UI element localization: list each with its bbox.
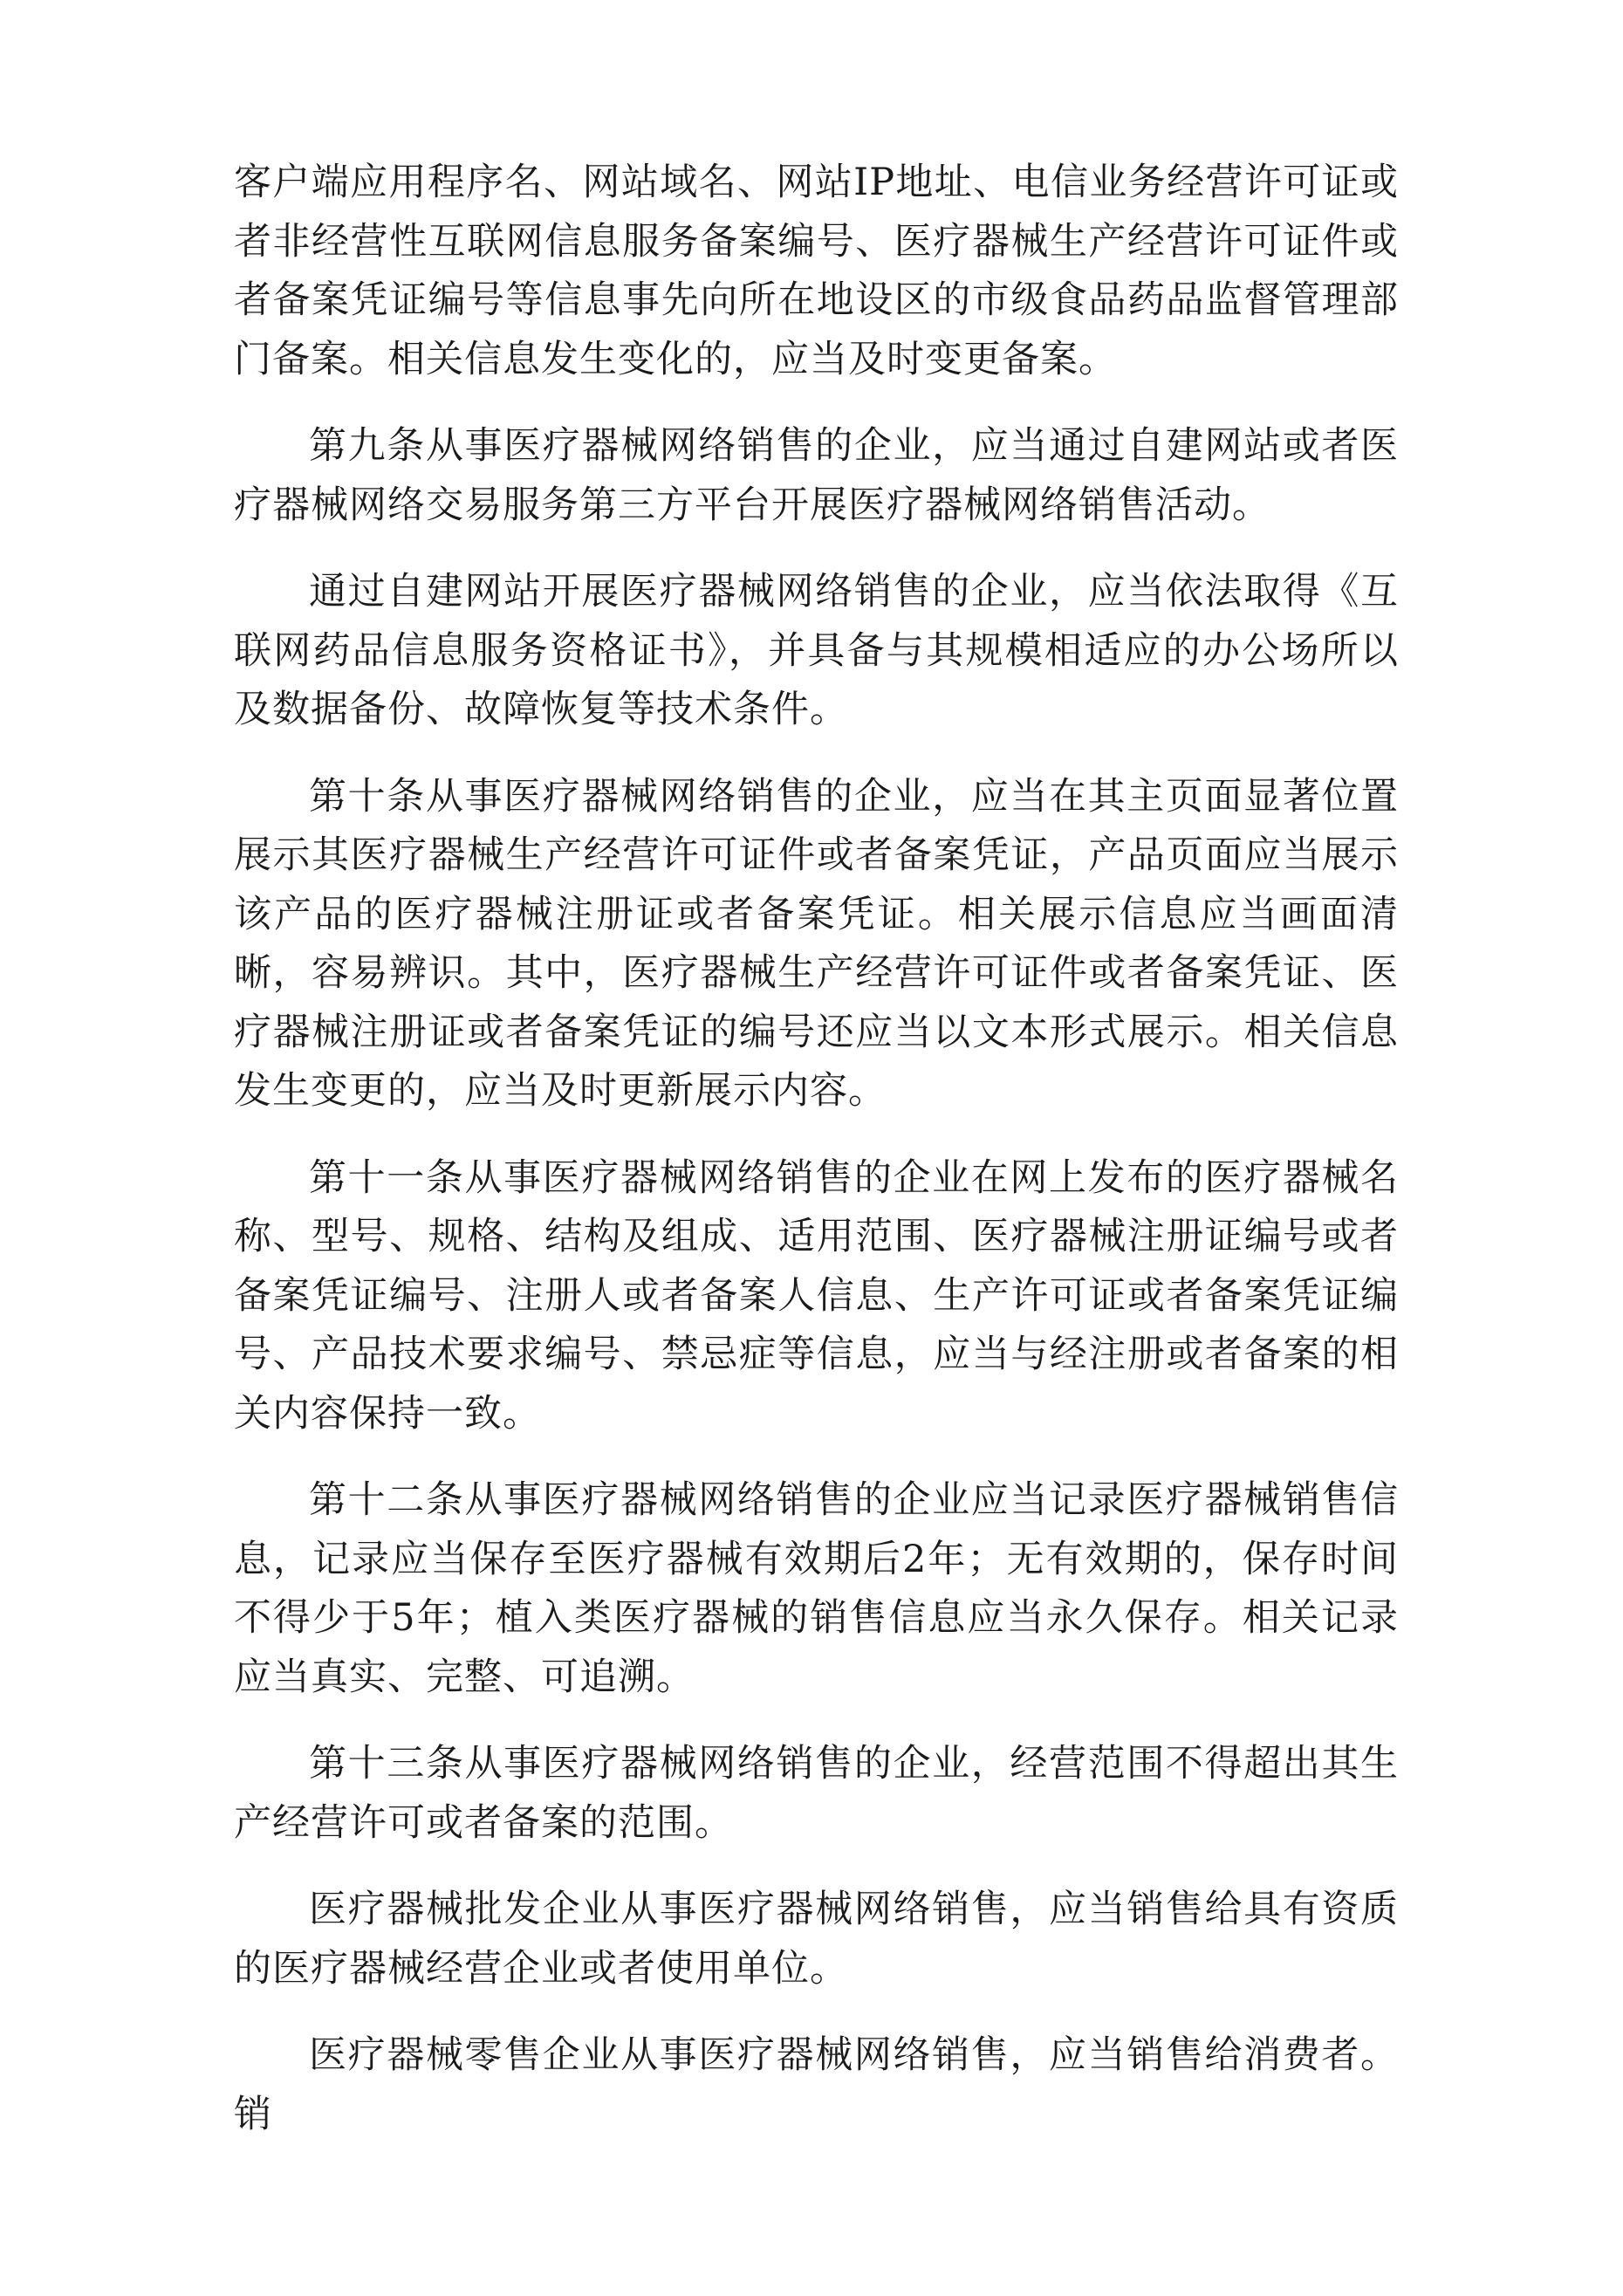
paragraph-self-built-website: 通过自建网站开展医疗器械网络销售的企业，应当依法取得《互联网药品信息服务资格证书》，并具备与其规模相适应的办公场所以及数据备份、故障恢复等技术条件。 — [234, 570, 1399, 731]
paragraph-article-13: 第十三条从事医疗器械网络销售的企业，经营范围不得超出其生产经营许可或者备案的范围。 — [234, 1742, 1399, 1845]
paragraph-article-9: 第九条从事医疗器械网络销售的企业，应当通过自建网站或者医疗器械网络交易服务第三方平台开展医疗器械网络销售活动。 — [234, 424, 1399, 527]
paragraph-article-12: 第十二条从事医疗器械网络销售的企业应当记录医疗器械销售信息，记录应当保存至医疗器械有效期后2年；无有效期的，保存时间不得少于5年；植入类医疗器械的销售信息应当永久保存。相关记录应当真实、完整、可追溯。 — [234, 1478, 1399, 1699]
paragraph-article-10: 第十条从事医疗器械网络销售的企业，应当在其主页面显著位置展示其医疗器械生产经营许可证件或者备案凭证，产品页面应当展示该产品的医疗器械注册证或者备案凭证。相关展示信息应当画面清晰，容易辨识。其中，医疗器械生产经营许可证件或者备案凭证、医疗器械注册证或者备案凭证的编号还应当以文本形式展示。相关信息发生变更的，应当及时更新展示内容。 — [234, 774, 1399, 1113]
paragraph-wholesale: 医疗器械批发企业从事医疗器械网络销售，应当销售给具有资质的医疗器械经营企业或者使用单位。 — [234, 1888, 1399, 1991]
document-body — [234, 154, 1399, 2172]
paragraph-1: 客户端应用程序名、网站域名、网站IP地址、电信业务经营许可证或者非经营性互联网信息服务备案编号、医疗器械生产经营许可证件或者备案凭证编号等信息事先向所在地设区的市级食品药品监督管理部门备案。相关信息发生变化的，应当及时变更备案。 — [234, 161, 1399, 381]
paragraph-retail: 医疗器械零售企业从事医疗器械网络销售，应当销售给消费者。销 — [234, 2033, 1399, 2136]
paragraph-article-11: 第十一条从事医疗器械网络销售的企业在网上发布的医疗器械名称、型号、规格、结构及组成、适用范围、医疗器械注册证编号或者备案凭证编号、注册人或者备案人信息、生产许可证或者备案凭证编号、产品技术要求编号、禁忌症等信息，应当与经注册或者备案的相关内容保持一致。 — [234, 1155, 1399, 1436]
